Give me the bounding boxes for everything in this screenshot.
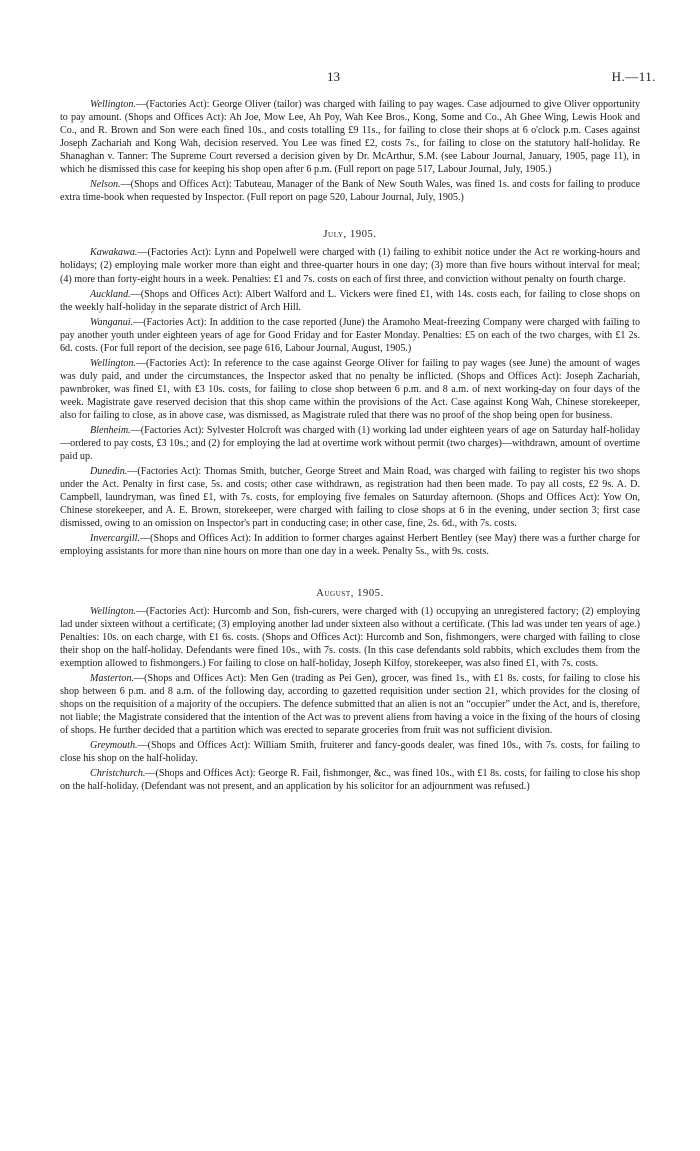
section-heading: August, 1905.: [316, 587, 384, 599]
place-name: Greymouth.: [90, 740, 138, 752]
place-name: Christchurch.: [90, 768, 146, 780]
paragraph-text: —(Shops and Offices Act): Albert Walford and L. Vickers were fined £1, with 14s. costs each, for failing to close shops on the weekly half-holiday in the separate district of Arch Hill.: [60, 288, 640, 313]
paragraph-text: —(Shops and Offices Act): Tabuteau, Manager of the Bank of New South Wales, was fined 1s. and costs for failing to produce extra time-book when requested by Inspector. (Full report on page 520, Labour Journal, July, 1905.): [60, 179, 640, 204]
report-paragraph: [60, 178, 640, 204]
paragraph-text: —(Factories Act): Sylvester Holcroft was charged with (1) working lad under eighteen years of age on Saturday half-holiday—ordered to pay costs, £3 10s.; and (2) for employing the lad at overtime work without permit (two charges)—withdrawn, amount of overtime paid up.: [60, 425, 640, 463]
report-paragraph: [60, 288, 640, 314]
report-paragraph: [60, 672, 640, 737]
report-paragraph: [60, 357, 640, 422]
place-name: Wellington.: [90, 605, 136, 617]
report-paragraph: [60, 316, 640, 355]
report-paragraph: [60, 532, 640, 558]
report-paragraph: [60, 767, 640, 793]
page-body: [60, 98, 640, 793]
document-reference: H.—11.: [611, 69, 656, 84]
paragraph-text: —(Factories Act): Hurcomb and Son, fish-curers, were charged with (1) occupying an unregistered factory; (2) employing lad under sixteen without a certificate; (3) employing another lad under sixteen also without a certificate. (This lad was under ten years of age.) Penalties: 10s. on each charge, with £1 6s. costs. (Shops and Offices Act): Hurcomb and Son, fishmongers, were charged with failing to close their shop on the half-holiday. Defendants were fined 10s., with 7s. costs. (In this case defendants sold rabbits, which excludes them from the exemption allowed to fishmongers.) For failing to close on half-holiday, Joseph Kilfoy, storekeeper, was also fined £1, with 7s. costs.: [60, 605, 640, 669]
place-name: Nelson.: [90, 179, 121, 191]
paragraph-text: —(Factories Act): George Oliver (tailor) was charged with failing to pay wages. Case adjourned to give Oliver opportunity to pay amount. (Shops and Offices Act): Ah Joe, Mow Lee, Ah Poy, Wah Kee Bros., Kong, Some and Co., Ah Ghee Wing, Lewis Hook and Co., and R. Brown and Son were each fined 10s., and costs totalling £9 11s., for failing to close their shops at 6 o'clock p.m. Cases against Joseph Zachariah and Kong Wah, decision reserved. You Lee was fined £2, costs 7s., for failing to close on the statutory half-holiday. Re Shanaghan v. Tanner: The Supreme Court reversed a decision given by Dr. McArthur, S.M. (see Labour Journal, January, 1905, page 11), in which he dismissed this case for keeping his shop open after 6 p.m. (Full report on page 517, Labour Journal, July, 1905.): [60, 99, 640, 176]
place-name: Invercargill.: [90, 533, 140, 545]
section-heading: July, 1905.: [323, 229, 377, 241]
report-paragraph: [60, 465, 640, 530]
page-header: [0, 70, 700, 86]
paragraph-text: —(Shops and Offices Act): William Smith, fruiterer and fancy-goods dealer, was fined 10s., with 7s. costs, for failing to close his shop on the half-holiday.: [60, 740, 640, 765]
paragraph-text: —(Shops and Offices Act): Men Gen (trading as Pei Gen), grocer, was fined 1s., with £1 8s. costs, for failing to close his shop between 6 p.m. and 8 a.m. of the following day, according to gazetted requisition under section 21, which provides for the closing of shops on the requisition of a majority of the occupiers. The defence submitted that an alien is not an “occupier” under the Act, and is, therefore, not liable; the Magistrate considered that the intention of the Act was to prevent aliens from having a voice in the fixing of the hours of closing of shops. He further decided that a partition which was erected to separate groceries from fruit was not sufficient division.: [60, 672, 640, 736]
paragraph-text: —(Factories Act): Thomas Smith, butcher, George Street and Main Road, was charged with failing to register his two shops under the Act. Penalty in first case, 5s. and costs; other case withdrawn, as registration had then been made. To pay all costs, £2 9s. A. D. Campbell, laundryman, was fined £1, with 7s. costs, for employing five females on Saturday afternoon. (Shops and Offices Act): Yow On, Chinese storekeeper, and A. E. Brown, storekeeper, were charged with failing to close shops at 6 in the evening, under section 3; first case dismissed, owing to an omission on Inspector's part in conducting case; in other case, fine, 2s. 6d., with 7s. costs.: [60, 466, 640, 530]
place-name: Dunedin.: [90, 466, 128, 478]
report-paragraph: [60, 424, 640, 463]
report-paragraph: [60, 605, 640, 670]
place-name: Kawakawa.: [90, 247, 138, 259]
section-june-continued: [60, 98, 640, 204]
place-name: Wellington.: [90, 357, 136, 369]
place-name: Wanganui.: [90, 316, 134, 328]
paragraph-text: —(Factories Act): In reference to the case against George Oliver for failing to pay wages (see June) the amount of wages was duly paid, and under the circumstances, the Inspector asked that no penalty be inflicted. (Shops and Offices Act): Joseph Zachariah, pawnbroker, was fined £1, with £3 10s. costs, for failing to close shop between 6 p.m. and 8 a.m. of next working-day on four days of the week. Magistrate gave reserved decision that this shop came within the provisions of the Act. Case against Kong Wah, Chinese storekeeper, also for failing to close, as in above case, was dismissed, as Magistrate ruled that there was no proof of the shop being open for business.: [60, 357, 640, 421]
report-paragraph: [60, 98, 640, 176]
page-number: 13: [327, 69, 340, 84]
place-name: Wellington.: [90, 99, 136, 110]
place-name: Blenheim.: [90, 425, 131, 437]
paragraph-text: —(Shops and Offices Act): In addition to former charges against Herbert Bentley (see May) there was a further charge for employing assistants for more than nine hours on more than one day in a week. Penalty 5s., with 9s. costs.: [60, 533, 640, 558]
place-name: Masterton.: [90, 672, 135, 684]
paragraph-text: —(Factories Act): In addition to the case reported (June) the Aramoho Meat-freezing Company were charged with failing to pay another youth under eighteen years of age for Good Friday and for Easter Monday. Penalties: £5 on each of the two charges, with £1 2s. 6d. costs. (For full report of the decision, see page 616, Labour Journal, August, 1905.): [60, 316, 640, 354]
place-name: Auckland.: [90, 288, 131, 300]
report-paragraph: [60, 246, 640, 285]
paragraph-text: —(Shops and Offices Act): George R. Fail, fishmonger, &c., was fined 10s., with £1 8s. costs, for failing to close his shop on the half-holiday. (Defendant was not present, and an application by his solicitor for an adjournment was refused.): [60, 768, 640, 793]
section-august: [60, 587, 640, 794]
section-july: [60, 228, 640, 558]
paragraph-text: —(Factories Act): Lynn and Popelwell were charged with (1) failing to exhibit notice under the Act re working-hours and holidays; (2) employing male worker more than eight and three-quarter hours in one day; (3) more than five hours without interval for meal; (4) more than forty-eight hours in a week. Penalties: £1 and 7s. costs on each of first three, and conviction without penalty on fourth charge.: [60, 247, 640, 285]
report-paragraph: [60, 739, 640, 765]
